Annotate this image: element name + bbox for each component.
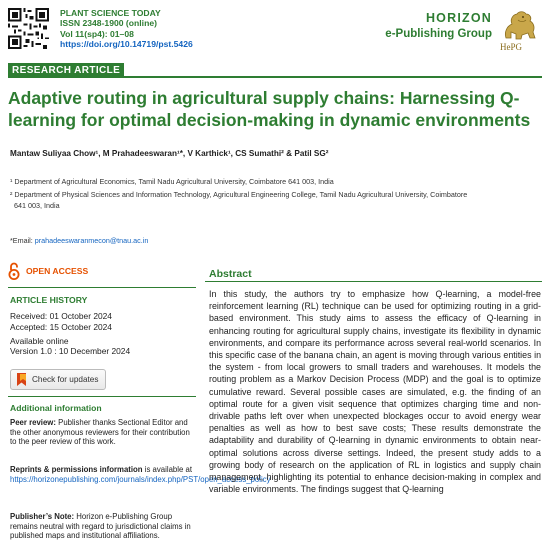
affiliation-2 — [10, 189, 535, 211]
available-online: Available online — [10, 335, 69, 346]
header-divider — [8, 76, 542, 78]
abstract-divider — [205, 281, 542, 282]
reprints-label: Reprints & permissions information — [10, 465, 143, 474]
bookmark-icon — [16, 373, 27, 386]
affiliation-2-line2: 641 003, India — [14, 201, 60, 210]
received-date: Received: 01 October 2024 — [10, 311, 112, 321]
abstract-heading: Abstract — [209, 268, 252, 280]
qr-code — [8, 8, 49, 49]
open-access-badge — [8, 262, 88, 280]
journal-volume: Vol 11(sp4): 01–08 — [60, 28, 134, 39]
publisher-logo-text: HePG — [500, 42, 522, 52]
publisher-name — [380, 11, 492, 40]
publisher-note-text: Horizon e-Publishing Group remains neutral with regard to jurisdictional claims in published maps and institutional affiliations. — [10, 512, 191, 541]
abstract-text: In this study, the authors try to emphasize how Q-learning, a model-free reinforcement learning (RL) technique can be used for optimizing routing in a grid-based environment. This study aims to assess the efficacy of Q-learning in enhancing routing for agricultural supply chains, investigate its flexibility in dynamic environments, and compare its performance across several real-world scenarios. In this specific case of the banana chain, an agent is moving through various entities in the system - from local growers to small traders and warehouses. It models the routing problem as a Markov Decision Process (MDP) and the goal is to optimize cumulative reward. Several possible cases are simulated, e.g. the finding of an optimal route for a given visit sequence that optimizes charging time and non-drivable paths left over when unexpected blockages occur to avoid energy wear penalties as well as how to best save costs; These results demonstrate the adaptability and durability of Q-learning in dynamic environments to obtain near-optimal solutions across diverse settings. Indeed, the present study adds to a growing body of research on the application of RL in logistics and supply chain management, highlighting its potential to enhance decision-making in complex and variable environments. The findings suggest that Q-learning — [209, 289, 541, 495]
email-link[interactable]: prahadeeswaranmecon@tnau.ac.in — [34, 236, 149, 245]
publisher-note-label: Publisher’s Note: — [10, 512, 75, 521]
article-title: Adaptive routing in agricultural supply chains: Harnessing Q-learning for optimal decision-making in dynamic environments — [8, 88, 531, 130]
check-for-updates-label: Check for updates — [32, 375, 99, 384]
email-label: *Email: — [10, 236, 35, 245]
author-list: Mantaw Suliyaa Chow¹, M Prahadeeswaran¹*, V Karthick¹, CS Sumathi² & Patil SG² — [10, 149, 329, 158]
peer-review-note — [10, 418, 196, 447]
reprints-text: is available at — [142, 465, 192, 474]
affiliation-1: ¹ Department of Agricultural Economics, Tamil Nadu Agricultural University, Coimbatore 641 003, India — [10, 177, 334, 186]
article-history-heading: ARTICLE HISTORY — [10, 295, 88, 305]
version-date: Version 1.0 : 10 December 2024 — [10, 346, 131, 357]
publisher-line1: HORIZON — [425, 11, 492, 25]
corresponding-email — [10, 236, 148, 245]
left-divider-2 — [8, 396, 196, 397]
article-history — [10, 311, 130, 357]
affiliation-2-line1: ² Department of Physical Sciences and Information Technology, Agricultural Engineering College, Tamil Nadu Agricultural University, Coimbatore — [10, 190, 468, 199]
peer-review-text: Publisher thanks Sectional Editor and the other anonymous reviewers for their contribution to the peer review of this work. — [10, 418, 190, 447]
article-type-badge: RESEARCH ARTICLE — [8, 63, 124, 78]
open-lock-icon — [8, 262, 20, 280]
reprints-link[interactable]: https://horizonepublishing.com/journals/index.php/PST/open_access_policy — [10, 474, 271, 484]
publisher-note — [10, 512, 196, 541]
publisher-line2: e-Publishing Group — [385, 28, 492, 40]
reprints-note — [10, 465, 271, 484]
left-divider-1 — [8, 287, 196, 288]
peer-review-label: Peer review: — [10, 418, 56, 427]
check-for-updates-button[interactable] — [10, 369, 106, 390]
journal-name: PLANT SCIENCE TODAY — [60, 8, 161, 18]
publisher-logo — [498, 8, 540, 54]
open-access-label: OPEN ACCESS — [26, 266, 89, 276]
lion-emblem-icon — [498, 8, 540, 42]
journal-issn: ISSN 2348-1900 (online) — [60, 18, 157, 29]
journal-meta — [60, 8, 193, 50]
additional-info-heading: Additional information — [10, 403, 102, 413]
accepted-date: Accepted: 15 October 2024 — [10, 321, 112, 332]
doi-link[interactable]: https://doi.org/10.14719/pst.5426 — [60, 39, 193, 50]
